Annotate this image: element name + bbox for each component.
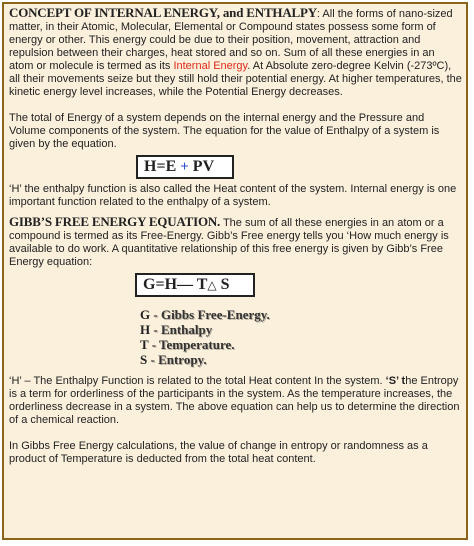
internal-energy-text-2: . At Absolute zero-degree Kelvin (-273ºC), all their movements seize but they still hold their potential energy. At higher temperatures, the kinetic energy level increases, while the Potential Energy decreases.	[9, 60, 462, 98]
legend-desc: - Entropy.	[147, 352, 207, 367]
legend-symbol: S	[140, 352, 148, 367]
entropy-text-2: he Entropy is a term for orderliness of the participants in the system. As the temperature increases, the orderliness decrease in a system. The above equation can help us to determine the direction of a chemical reaction.	[9, 375, 460, 426]
gibbs-equation-rhs: S	[216, 276, 230, 293]
plus-sign: +	[180, 159, 189, 175]
legend-item	[140, 322, 462, 337]
gibbs-equation	[135, 273, 255, 297]
legend-symbol: T	[140, 337, 149, 352]
gibbs-text: The sum of all these energies in an atom or a compound is termed as its Free-Energy. Gibb’s Free energy tells you ‘How much energy is available to do work. A quantitative relationship of this free energy is given by Gibb’s Free Energy equation:	[9, 217, 449, 268]
gibbs-equation-lhs: G=H— T	[143, 276, 208, 293]
section-internal-energy	[9, 6, 462, 99]
enthalpy-paragraph: The total of Energy of a system depends on the internal energy and the Pressure and Volume components of the system. The equation for the value of Enthalpy of a system is given by the equation.	[9, 112, 440, 150]
legend-item	[140, 352, 462, 367]
equation-rhs: PV	[188, 158, 215, 175]
spacer	[9, 427, 462, 440]
equation-lhs: H=E	[144, 158, 181, 175]
symbol-legend	[140, 307, 462, 367]
heading-internal-energy: CONCEPT OF INTERNAL ENERGY, and ENTHALPY	[9, 5, 317, 20]
legend-desc: - Gibbs Free-Energy.	[150, 307, 270, 322]
entropy-text-1: ‘H’ – The Enthalpy Function is related to the total Heat content In the system.	[9, 375, 386, 387]
heading-gibbs: GIBB’S FREE ENERGY EQUATION.	[9, 214, 221, 229]
internal-energy-text-1: : All the forms of nano-sized matter, in their Atomic, Molecular, Elemental or Compound states possess some form of energy or other. This energy could be due to their position, movement, attraction and repulsion between their charges, heat stored and so on. Sum of all these energies in an atom or molecule is termed as its	[9, 8, 453, 72]
section-gibbs	[9, 215, 462, 269]
legend-desc: - Enthalpy	[150, 322, 213, 337]
legend-item	[140, 337, 462, 352]
document-page	[2, 2, 468, 540]
legend-symbol: H	[140, 322, 151, 337]
legend-desc: - Temperature.	[148, 337, 235, 352]
heat-content-paragraph: ‘H’ the enthalpy function is also called the Heat content of the system. Internal energy is one important function related to the enthalpy of a system.	[9, 183, 457, 208]
legend-symbol: G	[140, 307, 151, 322]
spacer	[9, 99, 462, 112]
internal-energy-highlight: Internal Energy	[173, 60, 248, 72]
entropy-bold: ‘S’ t	[385, 375, 406, 387]
entropy-paragraph	[9, 375, 462, 427]
gibbs-calculation-paragraph: In Gibbs Free Energy calculations, the value of change in entropy or randomness as a product of Temperature is deducted from the total heat content.	[9, 440, 428, 465]
enthalpy-equation	[136, 155, 234, 179]
delta-icon: △	[207, 278, 217, 292]
legend-item	[140, 307, 462, 322]
